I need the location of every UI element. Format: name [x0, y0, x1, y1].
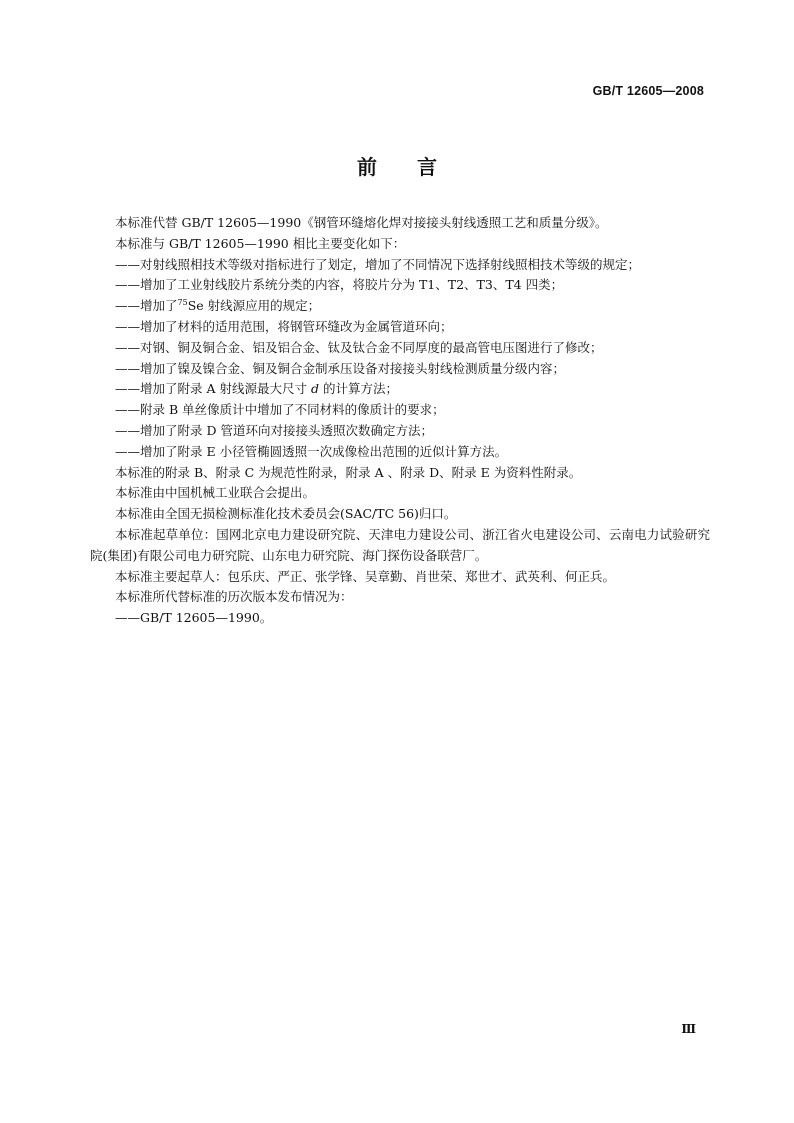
change-item: ——增加了材料的适用范围，将钢管环缝改为金属管道环向；	[115, 318, 453, 334]
page-title	[0, 151, 794, 180]
paragraph-drafting-units: 本标准起草单位：国网北京电力建设研究院、天津电力建设公司、浙江省火电建设公司、云南电力试验研究院(集团)有限公司电力研究院、山东电力研究院、海门探伤设备联营厂。	[90, 526, 710, 563]
change-item-suffix: Se 射线源应用的规定；	[187, 298, 321, 314]
change-item: ——增加了工业射线胶片系统分类的内容，将胶片分为 T1、T2、T3、T4 四类；	[115, 277, 564, 293]
paragraph-annexes: 本标准的附录 B、附录 C 为规范性附录，附录 A 、附录 D、附录 E 为资料性附录。	[115, 464, 582, 480]
page-number: Ⅲ	[681, 1022, 696, 1036]
paragraph-changes-intro: 本标准与 GB/T 12605—1990 相比主要变化如下：	[115, 235, 406, 251]
paragraph-replaces: 本标准代替 GB/T 12605—1990《钢管环缝熔化焊对接接头射线透照工艺和质量分级》。	[115, 215, 608, 230]
change-item: ——对钢、铜及铜合金、铝及铝合金、钛及钛合金不同厚度的最高管电压图进行了修改；	[115, 339, 603, 355]
variable-d: d	[310, 381, 319, 397]
change-item: ——增加了附录 D 管道环向对接接头透照次数确定方法；	[115, 422, 433, 438]
paragraph-proposer: 本标准由中国机械工业联合会提出。	[115, 485, 316, 501]
change-item	[90, 296, 710, 317]
title-char-2: 言	[417, 155, 437, 179]
change-item-prefix: ——增加了附录 A 射线源最大尺寸	[115, 381, 311, 397]
change-item: ——对射线照相技术等级对指标进行了划定，增加了不同情况下选择射线照相技术等级的规定；	[115, 256, 641, 272]
isotope-mass-number: 75	[177, 298, 188, 308]
change-item: ——增加了附录 E 小径管椭圆透照一次成像检出范围的近似计算方法。	[115, 443, 508, 459]
change-item	[90, 379, 710, 400]
paragraph-history-item: ——GB/T 12605—1990。	[115, 610, 273, 626]
change-item: ——附录 B 单丝像质计中增加了不同材料的像质计的要求；	[115, 402, 445, 418]
change-item-prefix: ——增加了	[115, 298, 178, 314]
title-char-1: 前	[357, 155, 377, 179]
change-item-suffix: 的计算方法；	[318, 381, 398, 397]
change-item: ——增加了镍及镍合金、铜及铜合金制承压设备对接接头射线检测质量分级内容；	[115, 360, 566, 376]
paragraph-drafters: 本标准主要起草人：包乐庆、严正、张学锋、吴章勤、肖世荣、郑世才、武英利、何正兵。	[115, 568, 616, 584]
standard-code: GB/T 12605—2008	[592, 84, 704, 98]
foreword-body	[90, 213, 710, 629]
paragraph-committee: 本标准由全国无损检测标准化技术委员会(SAC/TC 56)归口。	[115, 506, 457, 522]
paragraph-history-intro: 本标准所代替标准的历次版本发布情况为：	[115, 589, 353, 605]
